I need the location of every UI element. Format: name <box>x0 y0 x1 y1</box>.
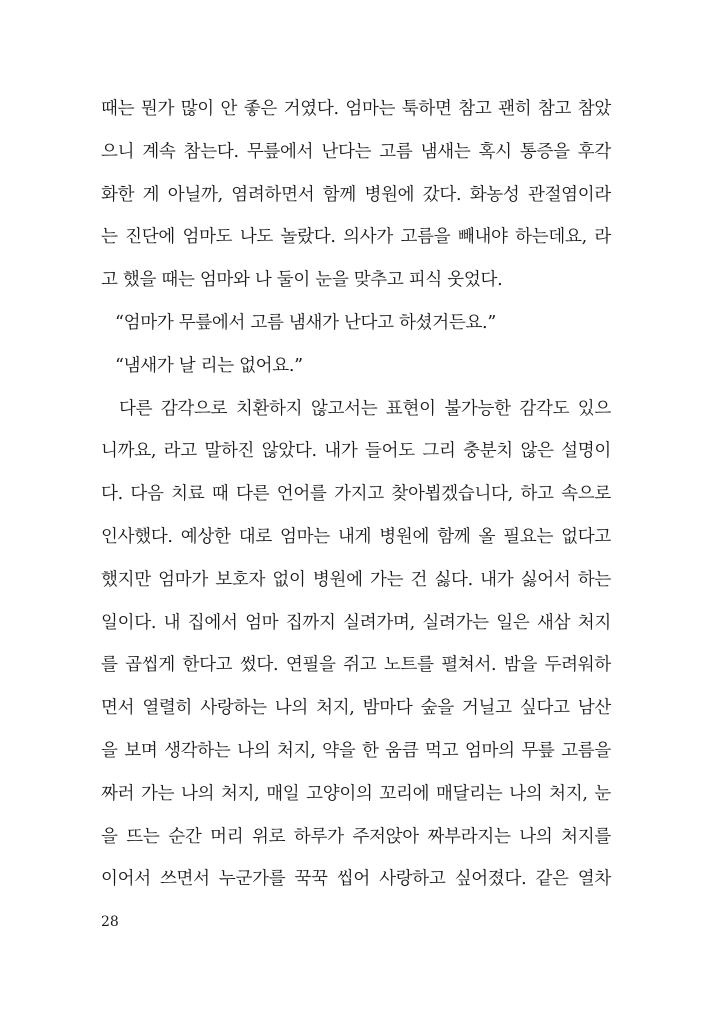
text-line: 일이다. 내 집에서 엄마 집까지 실려가며, 실려가는 일은 새삼 처지 <box>101 612 611 633</box>
text-line: 다. 다음 치료 때 다른 언어를 가지고 찾아뵙겠습니다, 하고 속으로 <box>101 484 611 505</box>
page-number: 28 <box>101 914 119 930</box>
text-line: 고 했을 때는 엄마와 나 둘이 눈을 맞추고 피식 웃었다. <box>101 270 503 291</box>
text-line: 때는 뭔가 많이 안 좋은 거였다. 엄마는 툭하면 참고 괜히 참고 참았 <box>101 99 611 119</box>
text-line: 짜러 가는 나의 처지, 매일 고양이의 꼬리에 매달리는 나의 처지, 눈 <box>101 783 611 804</box>
text-line: 를 곱씹게 한다고 썼다. 연필을 쥐고 노트를 펼쳐서. 밤을 두려워하 <box>101 655 611 676</box>
text-line: 으니 계속 참는다. 무릎에서 난다는 고름 냄새는 혹시 통증을 후각 <box>101 141 611 162</box>
text-line: 이어서 쓰면서 누군가를 꾹꾹 씹어 사랑하고 싶어졌다. 같은 열차 <box>101 869 611 890</box>
dialogue-line: “엄마가 무릎에서 고름 냄새가 난다고 하셨거든요.” <box>115 312 496 333</box>
text-line: 을 보며 생각하는 나의 처지, 약을 한 움큼 먹고 엄마의 무릎 고름을 <box>101 740 611 761</box>
text-line: 다른 감각으로 치환하지 않고서는 표현이 불가능한 감각도 있으 <box>119 398 611 419</box>
text-line: 을 뜨는 순간 머리 위로 하루가 주저앉아 짜부라지는 나의 처지를 <box>101 826 611 847</box>
text-line: 인사했다. 예상한 대로 엄마는 내게 병원에 함께 올 필요는 없다고 <box>101 526 611 547</box>
text-line: 화한 게 아닐까, 염려하면서 함께 병원에 갔다. 화농성 관절염이라 <box>101 184 611 205</box>
text-line: 는 진단에 엄마도 나도 놀랐다. 의사가 고름을 빼내야 하는데요, 라 <box>101 227 611 248</box>
text-line: 니까요, 라고 말하진 않았다. 내가 들어도 그리 충분치 않은 설명이 <box>101 441 611 462</box>
dialogue-line: “냄새가 날 리는 없어요.” <box>115 355 303 376</box>
text-line: 면서 열렬히 사랑하는 나의 처지, 밤마다 숲을 거닐고 싶다고 남산 <box>101 698 611 719</box>
text-line: 했지만 엄마가 보호자 없이 병원에 가는 건 싫다. 내가 싫어서 하는 <box>101 569 611 590</box>
body-text <box>101 88 611 901</box>
